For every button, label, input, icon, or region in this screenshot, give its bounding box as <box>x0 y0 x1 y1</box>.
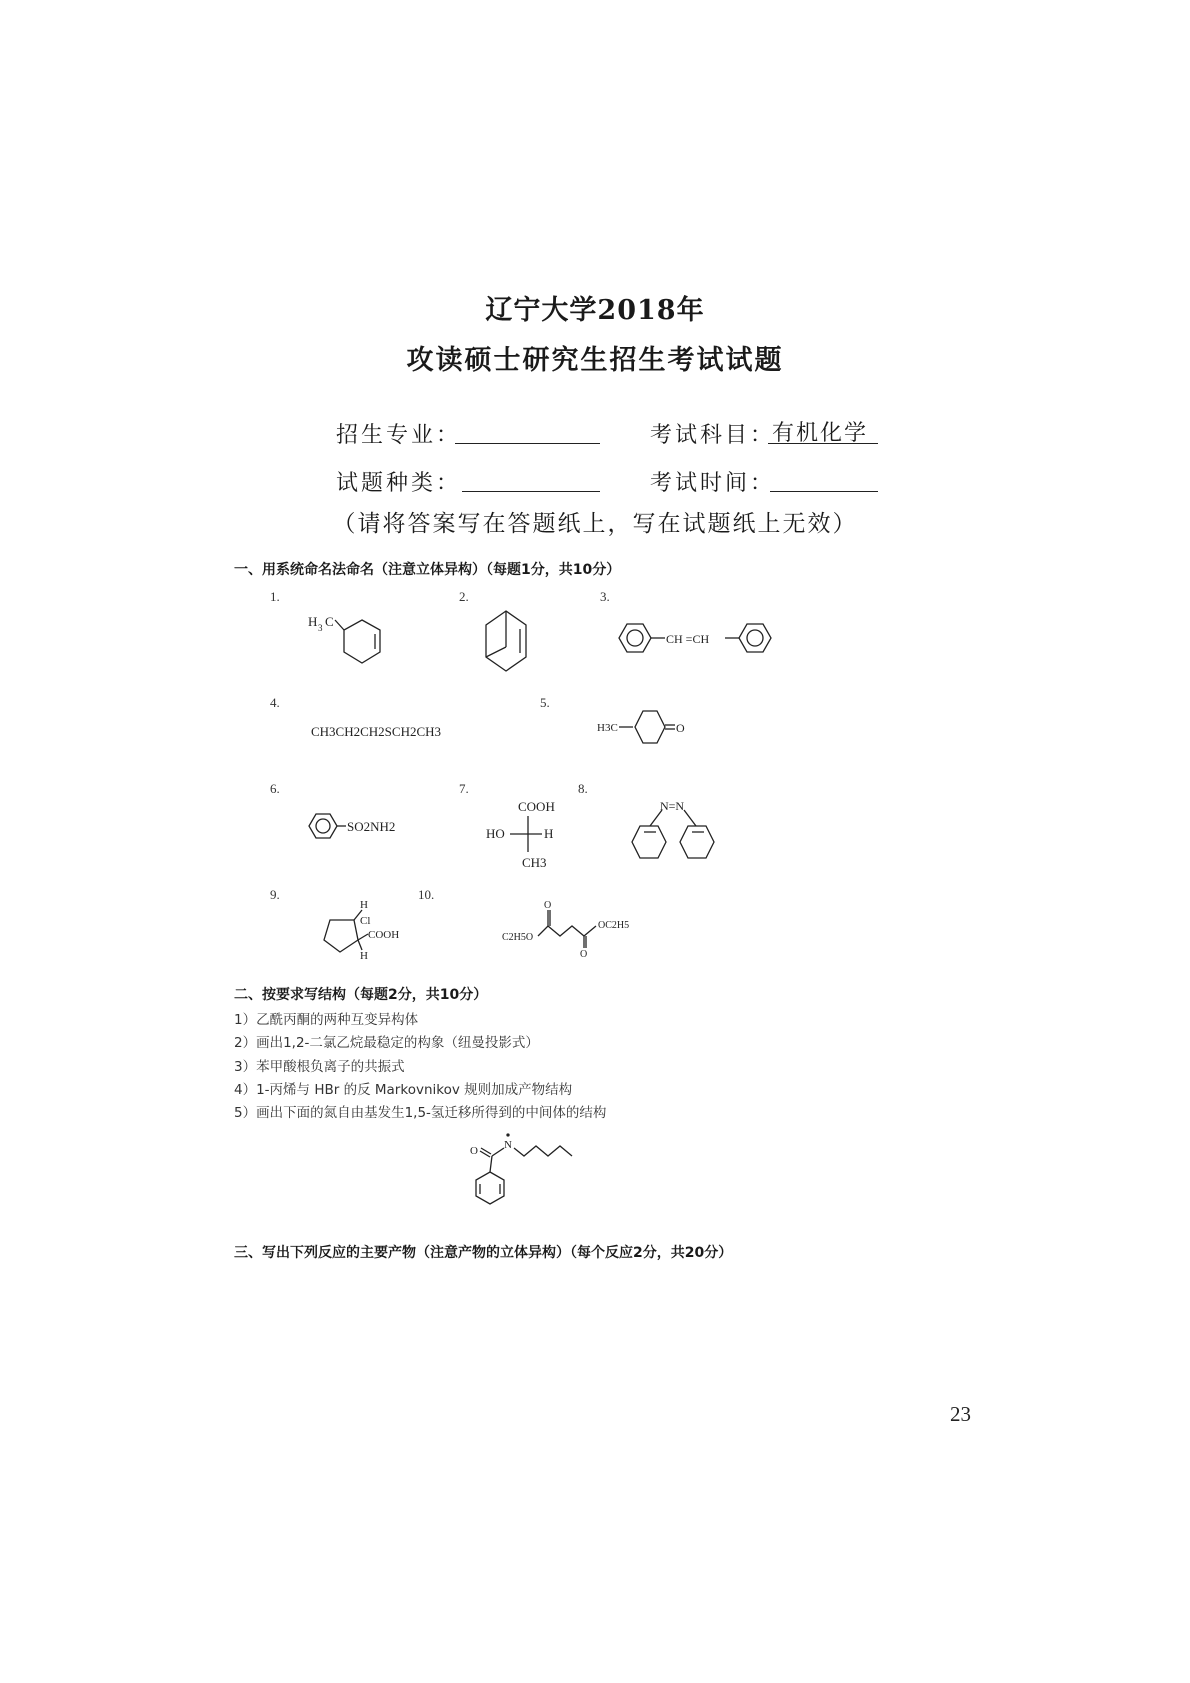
subject-value: 有机化学 <box>772 421 869 446</box>
question-number: 5. <box>540 695 550 710</box>
major-blank <box>455 417 600 444</box>
section2-item: 1）乙酰丙酮的两种互变异构体 <box>234 1012 419 1028</box>
exam-title-line2: 攻读硕士研究生招生考试试题 <box>406 345 784 376</box>
section2-item: 4）1-丙烯与 HBr 的反 Markovnikov 规则加成产物结构 <box>234 1082 573 1098</box>
n-radical-structure <box>468 1130 608 1230</box>
subject-label: 考试科目： <box>650 423 776 448</box>
question-number: 2. <box>459 589 469 604</box>
n-label: N <box>504 1139 512 1151</box>
q9-structure <box>318 896 428 976</box>
q9-h-bottom-label: H <box>360 950 368 962</box>
q7-left-label: HO <box>486 826 505 841</box>
q7-top-label: COOH <box>518 799 555 814</box>
q3-chain-label: CH =CH <box>666 632 710 646</box>
section3-heading: 三、写出下列反应的主要产物（注意产物的立体异构）（每个反应2分，共20分） <box>234 1245 733 1261</box>
section1-heading: 一、用系统命名法命名（注意立体异构）（每题1分，共10分） <box>234 562 621 578</box>
q4-formula: CH3CH2CH2SCH2CH3 <box>311 724 442 739</box>
q5-h3c-label: H3C <box>597 722 618 734</box>
time-label: 考试时间： <box>650 471 776 496</box>
exam-title-line1: 辽宁大学2018年 <box>485 295 705 326</box>
question-number: 8. <box>578 781 588 796</box>
question-number: 9. <box>270 887 280 902</box>
time-blank <box>770 465 878 492</box>
question-number: 7. <box>459 781 469 796</box>
q1-c-label: C <box>325 614 334 629</box>
q7-structure <box>482 796 582 876</box>
q2-structure <box>484 607 544 687</box>
q1-structure <box>300 608 420 688</box>
page-number: 23 <box>950 1402 971 1426</box>
q10-o-top-label: O <box>544 900 552 911</box>
q5-structure <box>595 705 725 755</box>
q9-cl-label: Cl <box>360 915 371 927</box>
type-blank <box>462 465 600 492</box>
question-number: 1. <box>270 589 280 604</box>
type-label: 试题种类： <box>336 471 462 496</box>
q3-structure <box>615 618 785 668</box>
o-label: O <box>470 1145 478 1157</box>
q8-structure <box>626 798 736 878</box>
question-number: 6. <box>270 781 280 796</box>
section2-heading: 二、按要求写结构（每题2分，共10分） <box>234 987 488 1003</box>
q7-bottom-label: CH3 <box>522 855 547 870</box>
question-number: 10. <box>418 887 435 902</box>
q8-azo-label: N=N <box>660 799 685 813</box>
section2-item: 5）画出下面的氮自由基发生1,5-氢迁移所得到的中间体的结构 <box>234 1105 607 1121</box>
question-number: 3. <box>600 589 610 604</box>
section2-item: 3）苯甲酸根负离子的共振式 <box>234 1059 405 1075</box>
q1-h-label: H <box>308 614 318 629</box>
q9-h-top-label: H <box>360 899 368 911</box>
instruction-note: （请将答案写在答题纸上，写在试题纸上无效） <box>332 511 858 537</box>
q10-o-bottom-label: O <box>580 949 588 960</box>
q1-subscript: 3 <box>318 623 323 633</box>
q10-right-label: OC2H5 <box>598 920 630 931</box>
q6-group-label: SO2NH2 <box>347 819 396 834</box>
q10-left-label: C2H5O <box>502 932 534 943</box>
section2-item: 2）画出1,2-二氯乙烷最稳定的构象（纽曼投影式） <box>234 1035 539 1051</box>
q10-structure <box>502 898 652 958</box>
major-label: 招生专业： <box>336 423 462 448</box>
q5-o-label: O <box>676 721 685 735</box>
question-number: 4. <box>270 695 280 710</box>
q6-structure <box>306 810 426 850</box>
q7-right-label: H <box>544 826 554 841</box>
q9-cooh-label: COOH <box>368 929 400 941</box>
